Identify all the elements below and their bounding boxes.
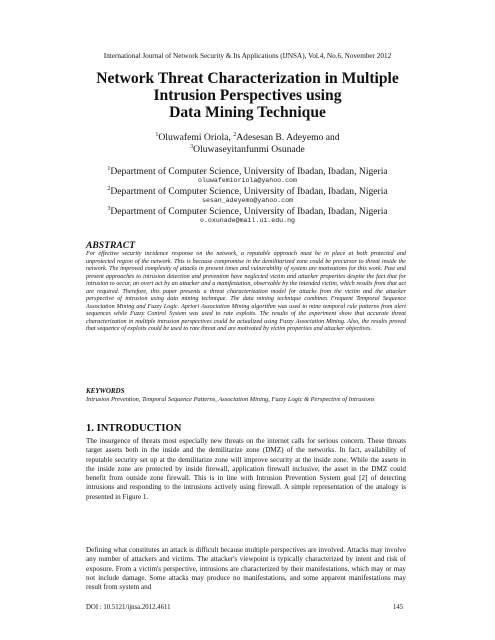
author-line [60,132,435,144]
affiliation-superscript: 2 [107,185,111,192]
paper-title [60,70,435,121]
abstract-text: For effective security incidence response on the network, a reputable approach must be in place at both protected and unprotected region of the network. This is because compromise in the demilitarized zone could be precursor to threat inside the network. The improved complexity of attacks in present times and vulnerability of system are motivations for this work. Past and present approaches to intrusion detection and prevention have neglected victim and attacker properties despite the fact that for intrusion to occur, an overt act by an attacker and a manifestation, observable by the intended victim, which results from that act are required. Therefore, this paper presents a threat characterization model for attacks from the victim and the attacker perspective of intrusion using data mining technique. The data mining technique combines Frequent Temporal Sequence Association Mining and Fuzzy Logic. Apriori Association Mining algorithm was used to mine temporal rule patterns from alert sequences while Fuzzy Control System was used to rate exploits. The results of the experiment show that accurate threat characterization in multiple intrusion perspectives could be actualized using Fuzzy Association Mining. Also, the results proved that sequence of exploits could be used to rate threat and are motivated by victim properties and attacker objectives. [86,251,406,333]
affiliation-superscript: 1 [107,165,111,172]
affiliation-email[interactable]: oluwafemioriola@yahoo.com [198,177,297,184]
author-name: Adesesan B. Adeyemo and [236,132,340,143]
keywords-heading: KEYWORDS [86,387,125,395]
affiliation [60,186,435,205]
affiliation-email[interactable]: o.oxunade@mail.ui.edu.ng [200,217,295,224]
affiliation-dept [60,186,435,197]
body-paragraph: Defining what constitutes an attack is difficult because multiple perspectives are involved. Attacks may involve any number of attackers and victims. The attacker's viewpoint is typically characterized by intent and risk of exposure. From a victim's perspective, intrusions are characterized by their manifestations, which may or may not include damage. Some attacks may produce no manifestations, and some apparent manifestations may result from system and [86,546,406,592]
author-name: Oluwaseyitanfunmi Osunade [193,143,305,155]
author-name: Oluwafemi Oriola, [158,132,234,143]
affiliation-email[interactable]: sesan_adeyemo@yahoo.com [201,197,293,204]
abstract-heading: ABSTRACT [86,240,136,251]
title-line: Data Mining Technique [169,104,326,121]
affiliation-dept-text: Department of Computer Science, University of Ibadan, Ibadan, Nigeria [110,166,388,177]
author-superscript: 2 [233,131,237,138]
title-line: Intrusion Perspectives using [153,87,342,104]
affiliation [60,166,435,185]
author-superscript: 3 [190,143,194,150]
affiliation-dept-text: Department of Computer Science, University of Ibadan, Ibadan, Nigeria [110,206,388,217]
affiliation-dept [60,166,435,177]
affiliation-superscript: 3 [107,205,111,212]
title-line: Network Threat Characterization in Multiple [96,70,399,87]
affiliation [60,206,435,225]
section-heading: 1. INTRODUCTION [86,423,182,434]
affiliation-dept [60,206,435,217]
author-list [60,132,435,155]
author-superscript: 1 [155,131,159,138]
keywords-text: Intrusion Prevention, Temporal Sequence Patterns, Association Mining, Fuzzy Logic & Perspective of Intrusions [86,396,375,403]
doi-footer[interactable]: DOI : 10.5121/ijnsa.2012.4611 [86,604,171,611]
page-number: 145 [393,604,404,611]
body-paragraph: The insurgence of threats most especially new threats on the internet calls for serious concern. These threats target assets both in the inside and the demilitarize zone (DMZ) of the networks. In fact, availability of reputable security set up at the demilitarize zone will improve security at the inside zone. While the assets in the inside zone are protected by inside firewall, application firewall inclusive, the asset in the DMZ could benefit from outside zone firewall. This is in line with Intrusion Prevention System goal [2] of detecting intrusions and responding to the intrusions actively using firewall. A simple representation of the analogy is presented in Figure 1. [86,437,406,501]
affiliation-dept-text: Department of Computer Science, University of Ibadan, Ibadan, Nigeria [110,186,388,197]
journal-header: International Journal of Network Security & Its Applications (IJNSA), Vol.4, No.6, November 2012 [103,52,392,60]
author-line [60,144,435,156]
